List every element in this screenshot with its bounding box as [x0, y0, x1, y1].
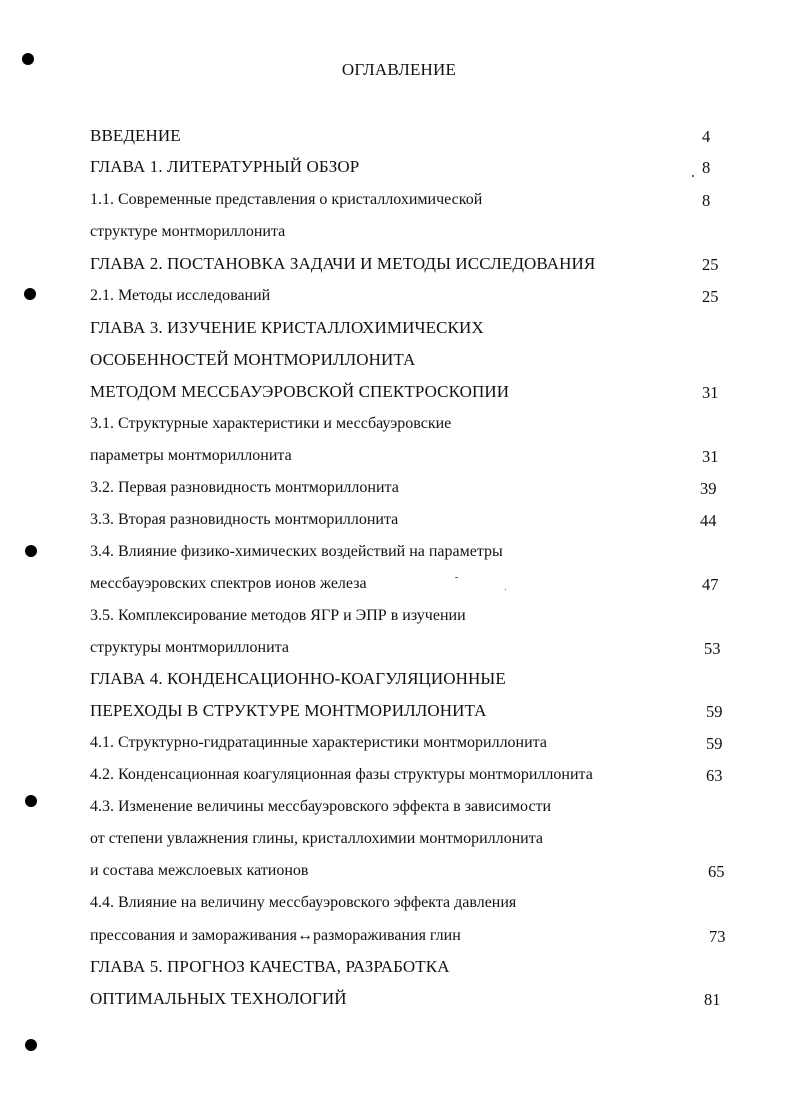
toc-entry: 4.1. Структурно-гидратацинные характеристики монтмориллонита — [90, 734, 547, 751]
punch-hole — [24, 288, 36, 300]
scan-speck — [692, 175, 694, 177]
toc-entry: прессования и замораживания↔размораживания глин — [90, 927, 461, 944]
toc-page-number: 8 — [702, 191, 711, 210]
toc-entry: от степени увлажнения глины, кристаллохимии монтмориллонита — [90, 830, 544, 847]
page-title: ОГЛАВЛЕНИЕ — [341, 60, 457, 79]
toc-entry: 3.3. Вторая разновидность монтмориллонита — [90, 511, 399, 528]
toc-entry: ОПТИМАЛЬНЫХ ТЕХНОЛОГИЙ — [90, 989, 347, 1008]
toc-entry: ГЛАВА 2. ПОСТАНОВКА ЗАДАЧИ И МЕТОДЫ ИССЛЕДОВАНИЯ — [90, 254, 596, 273]
toc-entry: мессбауэровских спектров ионов железа — [90, 575, 367, 592]
toc-entry: 4.4. Влияние на величину мессбауэровского эффекта давления — [90, 894, 517, 911]
toc-entry: и состава межслоевых катионов — [90, 862, 309, 879]
toc-entry: ОСОБЕННОСТЕЙ МОНТМОРИЛЛОНИТА — [90, 350, 416, 369]
toc-entry: 4.2. Конденсационная коагуляционная фазы структуры монтмориллонита — [90, 766, 593, 783]
toc-entry: 3.2. Первая разновидность монтмориллонита — [90, 479, 399, 496]
toc-page-number: 73 — [709, 927, 726, 946]
punch-hole — [25, 1039, 37, 1051]
scan-speck — [505, 589, 506, 590]
toc-entry: структуры монтмориллонита — [90, 639, 289, 656]
toc-page-number: 25 — [702, 255, 719, 274]
scan-speck — [455, 577, 458, 578]
toc-entry: ГЛАВА 4. КОНДЕНСАЦИОННО-КОАГУЛЯЦИОННЫЕ — [90, 669, 506, 688]
toc-entry: ВВЕДЕНИЕ — [90, 126, 181, 145]
toc-page-number: 59 — [706, 734, 723, 753]
toc-page-number: 4 — [702, 127, 711, 146]
toc-page-number: 44 — [700, 511, 717, 530]
punch-hole — [25, 795, 37, 807]
toc-entry: ПЕРЕХОДЫ В СТРУКТУРЕ МОНТМОРИЛЛОНИТА — [90, 701, 487, 720]
toc-entry: 2.1. Методы исследований — [90, 287, 271, 304]
toc-page-number: 31 — [702, 447, 719, 466]
toc-page-number: 31 — [702, 383, 719, 402]
toc-entry: 4.3. Изменение величины мессбауэровского эффекта в зависимости — [90, 798, 552, 815]
toc-page-number: 63 — [706, 766, 723, 785]
toc-page-number: 53 — [704, 639, 721, 658]
toc-page-number: 65 — [708, 862, 725, 881]
toc-page-number: 39 — [700, 479, 717, 498]
toc-page-number: 8 — [702, 158, 711, 177]
toc-entry: ГЛАВА 1. ЛИТЕРАТУРНЫЙ ОБЗОР — [90, 157, 360, 176]
toc-entry: 3.5. Комплексирование методов ЯГР и ЭПР в изучении — [90, 607, 466, 624]
toc-page-number: 59 — [706, 702, 723, 721]
toc-entry: структуре монтмориллонита — [90, 223, 286, 240]
toc-page-number: 25 — [702, 287, 719, 306]
toc-page-number: 47 — [702, 575, 719, 594]
toc-entry: 3.4. Влияние физико-химических воздействий на параметры — [90, 543, 503, 560]
toc-entry: параметры монтмориллонита — [90, 447, 292, 464]
toc-page-number: 81 — [704, 990, 721, 1009]
toc-entry: ГЛАВА 3. ИЗУЧЕНИЕ КРИСТАЛЛОХИМИЧЕСКИХ — [90, 318, 484, 337]
toc-entry: ГЛАВА 5. ПРОГНОЗ КАЧЕСТВА, РАЗРАБОТКА — [90, 957, 450, 976]
toc-entry: 1.1. Современные представления о кристаллохимической — [90, 191, 483, 208]
toc-entry: МЕТОДОМ МЕССБАУЭРОВСКОЙ СПЕКТРОСКОПИИ — [90, 382, 510, 401]
punch-hole — [25, 545, 37, 557]
toc-entry: 3.1. Структурные характеристики и мессбауэровские — [90, 415, 452, 432]
